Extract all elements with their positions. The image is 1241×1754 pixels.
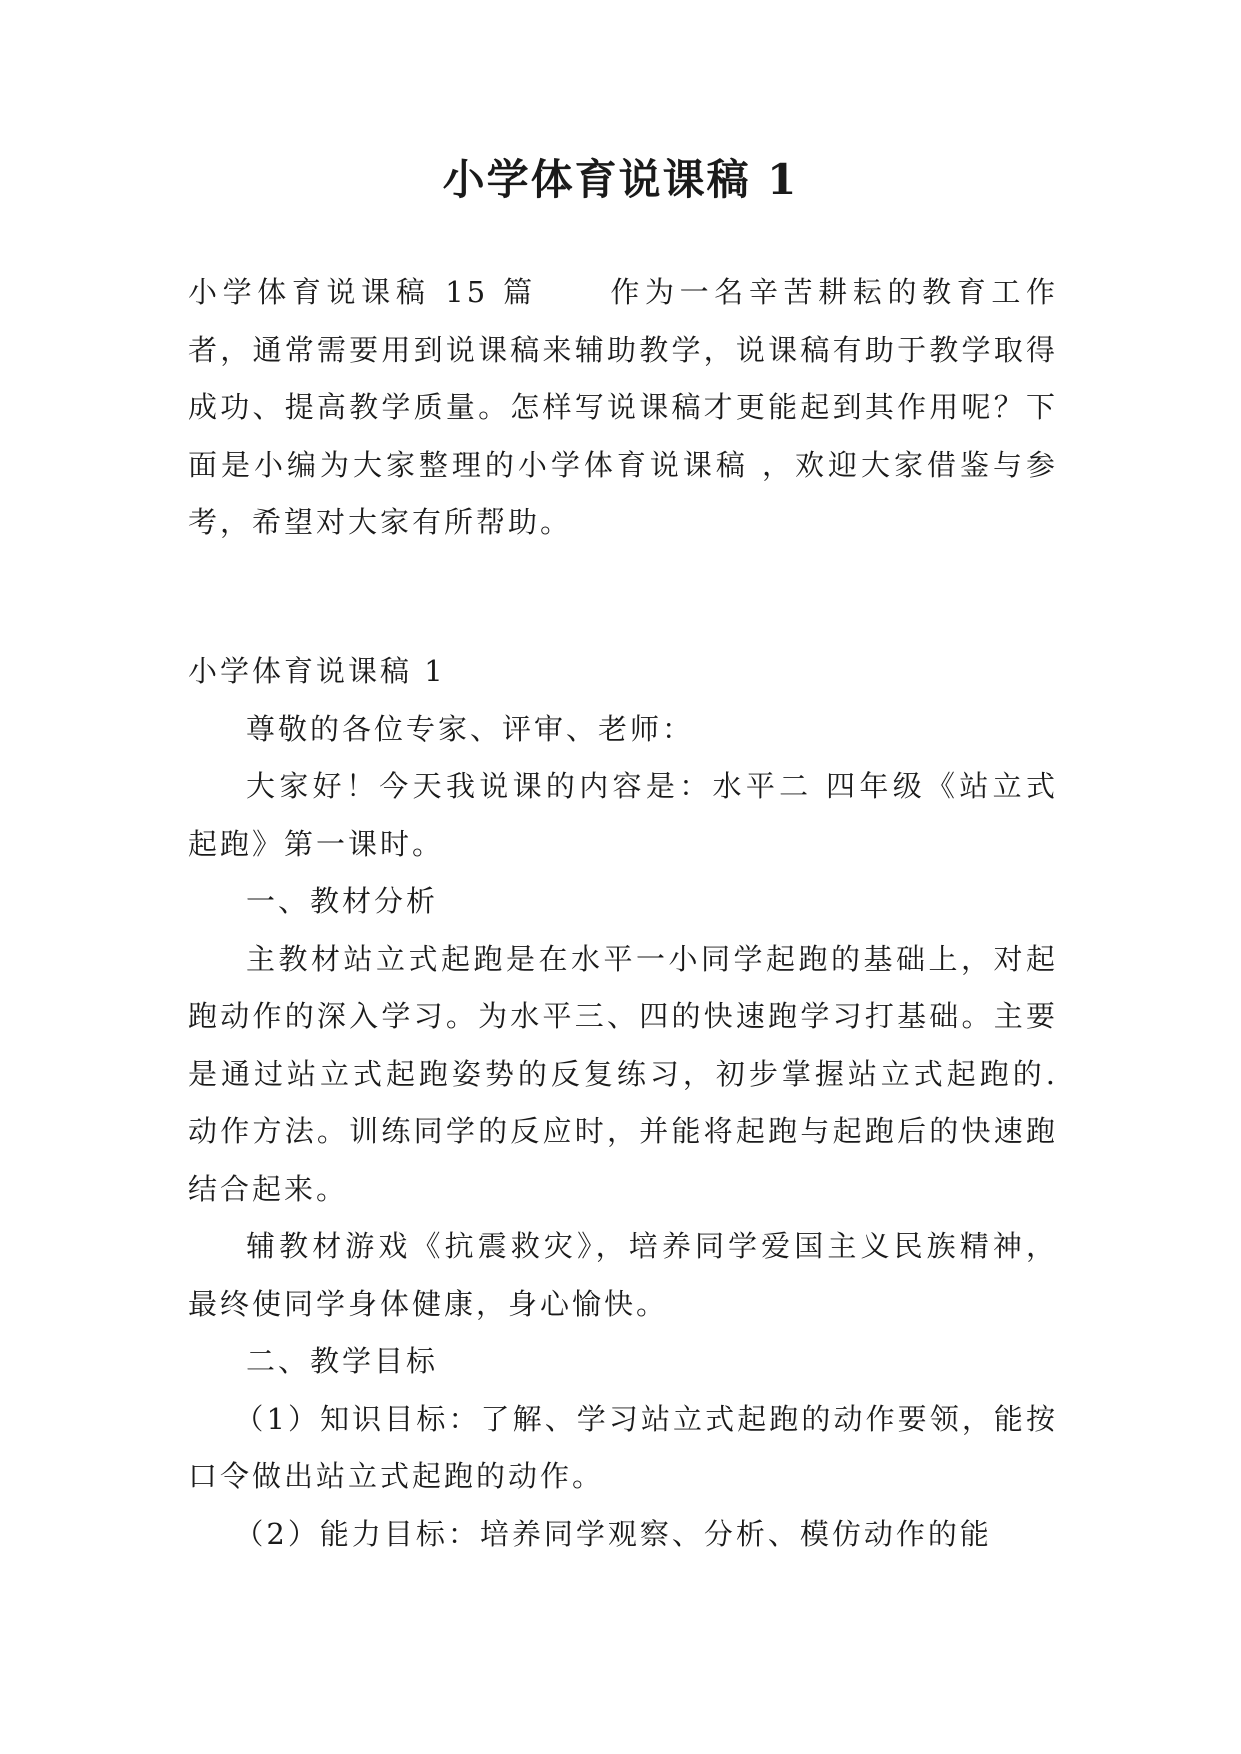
page-title: 小学体育说课稿 1 [442,155,799,204]
intro-lead: 小学体育说课稿 15 篇 [188,275,538,309]
salutation: 尊敬的各位专家、评审、老师： [246,711,695,746]
heading-teaching-goals: 二、教学目标 [246,1344,439,1378]
main-material-paragraph: 主教材站立式起跑是在水平一小同学起跑的基础上，对起跑动作的深入学习。为水平三、四的快速跑学习打基础。主要是通过站立式起跑姿势的反复练习，初步掌握站立式起跑的.动作方法。训练同学的反应时，并能将起跑与起跑后的快速跑结合起来。 [188,941,1058,1206]
ability-goal-paragraph: （2）能力目标：培养同学观察、分析、模仿动作的能 [234,1516,992,1551]
intro-text: 作为一名辛苦耕耘的教育工作者，通常需要用到说课稿来辅助教学，说课稿有助于教学取得成功、提高教学质量。怎样写说课稿才更能起到其作用呢？下面是小编为大家整理的小学体育说课稿 ，欢迎大家借鉴与参考，希望对大家有所帮助。 [188,275,1058,539]
auxiliary-material-paragraph: 辅教材游戏《抗震救灾》，培养同学爱国主义民族精神，最终使同学身体健康，身心愉快。 [188,1229,1058,1321]
heading-material-analysis: 一、教材分析 [246,884,439,918]
intro-paragraph [188,264,1058,552]
knowledge-goal-paragraph: （1）知识目标：了解、学习站立式起跑的动作要领，能按口令做出站立式起跑的动作。 [188,1401,1058,1493]
section-heading: 小学体育说课稿 1 [188,654,446,688]
section-body [188,643,1058,1563]
greeting-paragraph: 大家好！今天我说课的内容是：水平二 四年级《站立式起跑》第一课时。 [188,769,1058,861]
